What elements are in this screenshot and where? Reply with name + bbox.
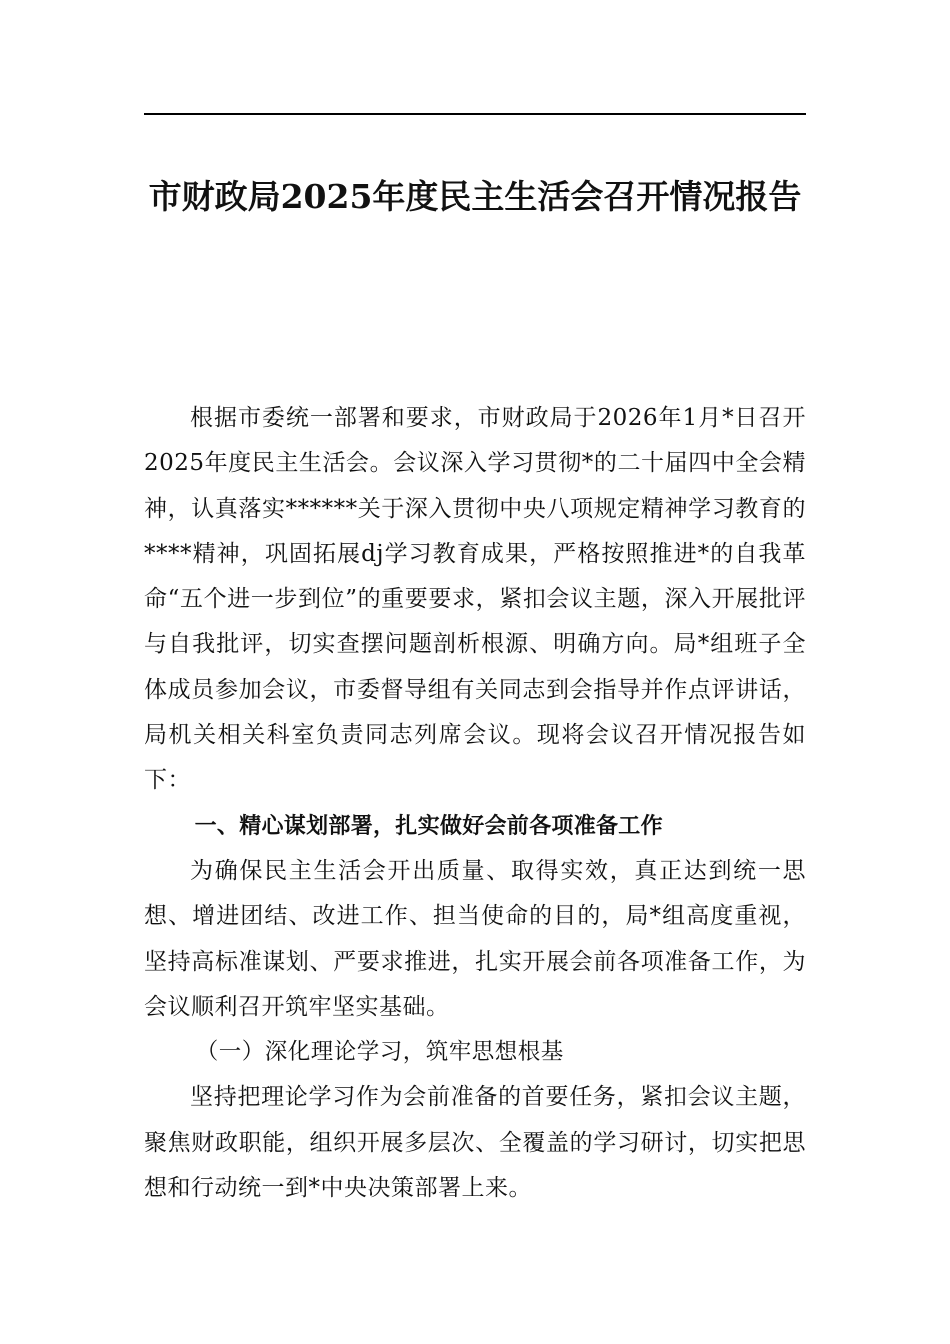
section-1-paragraph: 为确保民主生活会开出质量、取得实效，真正达到统一思想、增进团结、改进工作、担当使命的目的，局*组高度重视，坚持高标准谋划、严要求推进，扎实开展会前各项准备工作，为会议顺利召开筑牢坚实基础。 (144, 857, 806, 1020)
intro-paragraph: 根据市委统一部署和要求，市财政局于2026年1月*日召开2025年度民主生活会。会议深入学习贯彻*的二十届四中全会精神，认真落实******关于深入贯彻中央八项规定精神学习教育的****精神，巩固拓展dj学习教育成果，严格按照推进*的自我革命“五个进一步到位”的重要要求，紧扣会议主题，深入开展批评与自我批评，切实查摆问题剖析根源、明确方向。局*组班子全体成员参加会议，市委督导组有关同志到会指导并作点评讲话，局机关相关科室负责同志列席会议。现将会议召开情况报告如下： (144, 405, 806, 794)
document-title: 市财政局2025年度民主生活会召开情况报告 (148, 177, 802, 216)
subsection-heading-1: （一）深化理论学习，筑牢思想根基 (195, 1039, 564, 1066)
subsection-1-paragraph: 坚持把理论学习作为会前准备的首要任务，紧扣会议主题，聚焦财政职能，组织开展多层次、全覆盖的学习研讨，切实把思想和行动统一到*中央决策部署上来。 (144, 1084, 806, 1202)
document-body (144, 396, 806, 1211)
section-heading-1: 一、精心谋划部署，扎实做好会前各项准备工作 (194, 813, 663, 839)
header-rule (144, 113, 806, 115)
